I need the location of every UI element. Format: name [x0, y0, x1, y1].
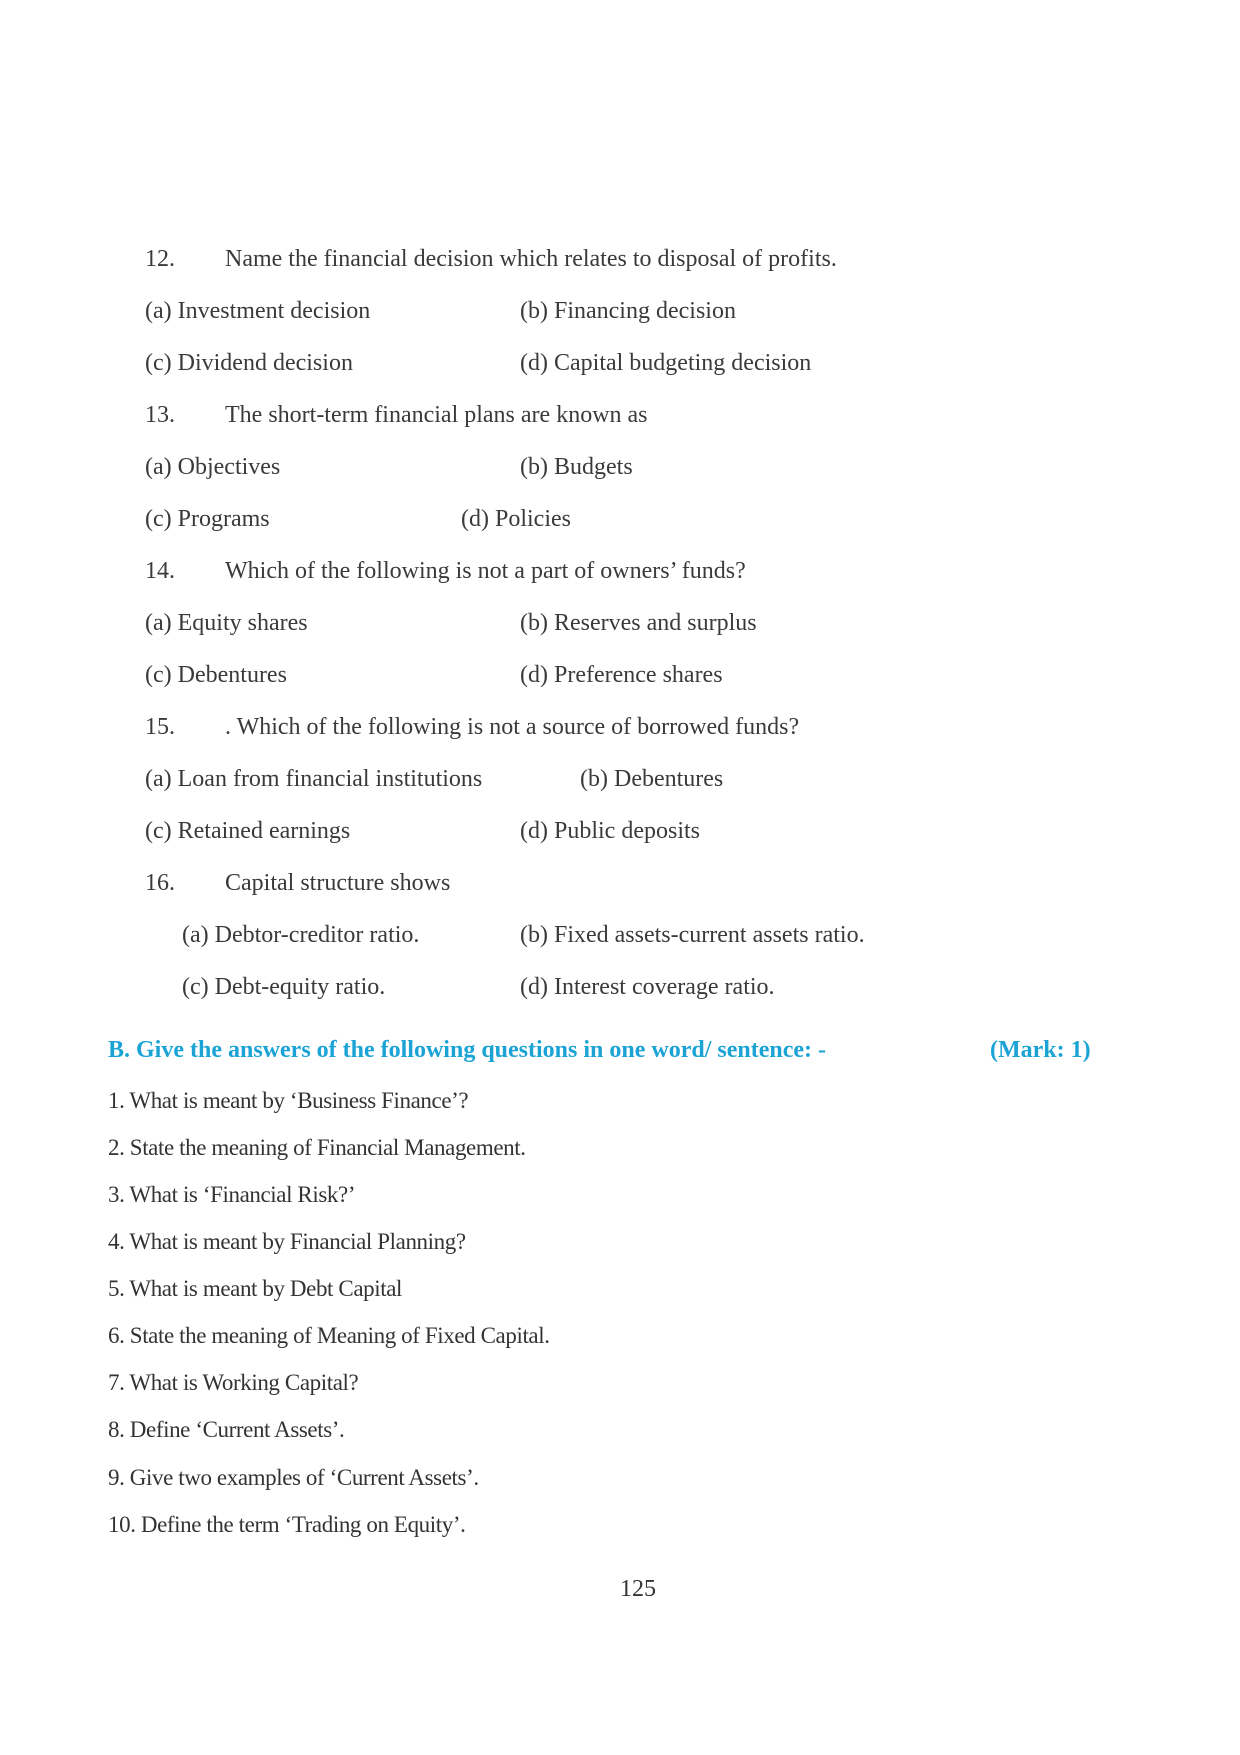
option-a: (a) Objectives	[145, 454, 281, 480]
short-question: 6. State the meaning of Meaning of Fixed Capital.	[108, 1323, 550, 1348]
question-number: 16.	[145, 870, 175, 896]
question-number: 15.	[145, 714, 175, 740]
option-b: (b) Debentures	[580, 766, 724, 792]
option-c: (c) Retained earnings	[145, 818, 351, 844]
option-d: (d) Policies	[461, 506, 571, 532]
option-a: (a) Investment decision	[145, 298, 371, 324]
question-text: Capital structure shows	[225, 870, 451, 896]
option-a: (a) Loan from financial institutions	[145, 766, 483, 792]
question-number: 12.	[145, 246, 175, 272]
short-question: 2. State the meaning of Financial Management.	[108, 1135, 526, 1160]
option-d: (d) Public deposits	[520, 818, 700, 844]
question-text: . Which of the following is not a source of borrowed funds?	[225, 714, 800, 740]
question-number: 14.	[145, 558, 175, 584]
option-d: (d) Interest coverage ratio.	[520, 974, 775, 1000]
question-text: Which of the following is not a part of owners’ funds?	[225, 558, 746, 584]
short-question: 1. What is meant by ‘Business Finance’?	[108, 1088, 469, 1113]
short-question: 7. What is Working Capital?	[108, 1370, 359, 1395]
option-b: (b) Reserves and surplus	[520, 610, 757, 636]
option-c: (c) Programs	[145, 506, 270, 532]
option-b: (b) Budgets	[520, 454, 633, 480]
question-number: 13.	[145, 402, 175, 428]
section-heading: B. Give the answers of the following questions in one word/ sentence: -	[108, 1037, 826, 1063]
short-question: 5. What is meant by Debt Capital	[108, 1276, 403, 1301]
question-text: Name the financial decision which relates to disposal of profits.	[225, 246, 837, 272]
short-question: 3. What is ‘Financial Risk?’	[108, 1182, 356, 1207]
short-question: 10. Define the term ‘Trading on Equity’.	[108, 1512, 466, 1537]
option-d: (d) Preference shares	[520, 662, 723, 688]
section-marks: (Mark: 1)	[990, 1037, 1091, 1063]
option-b: (b) Financing decision	[520, 298, 736, 324]
option-a: (a) Debtor-creditor ratio.	[182, 922, 420, 948]
option-b: (b) Fixed assets-current assets ratio.	[520, 922, 865, 948]
option-c: (c) Dividend decision	[145, 350, 353, 376]
short-question: 8. Define ‘Current Assets’.	[108, 1417, 345, 1442]
short-question: 4. What is meant by Financial Planning?	[108, 1229, 466, 1254]
page-number: 125	[620, 1576, 656, 1602]
short-question: 9. Give two examples of ‘Current Assets’.	[108, 1465, 479, 1490]
question-text: The short-term financial plans are known as	[225, 402, 648, 428]
option-a: (a) Equity shares	[145, 610, 308, 636]
option-c: (c) Debentures	[145, 662, 287, 688]
option-c: (c) Debt-equity ratio.	[182, 974, 386, 1000]
option-d: (d) Capital budgeting decision	[520, 350, 812, 376]
